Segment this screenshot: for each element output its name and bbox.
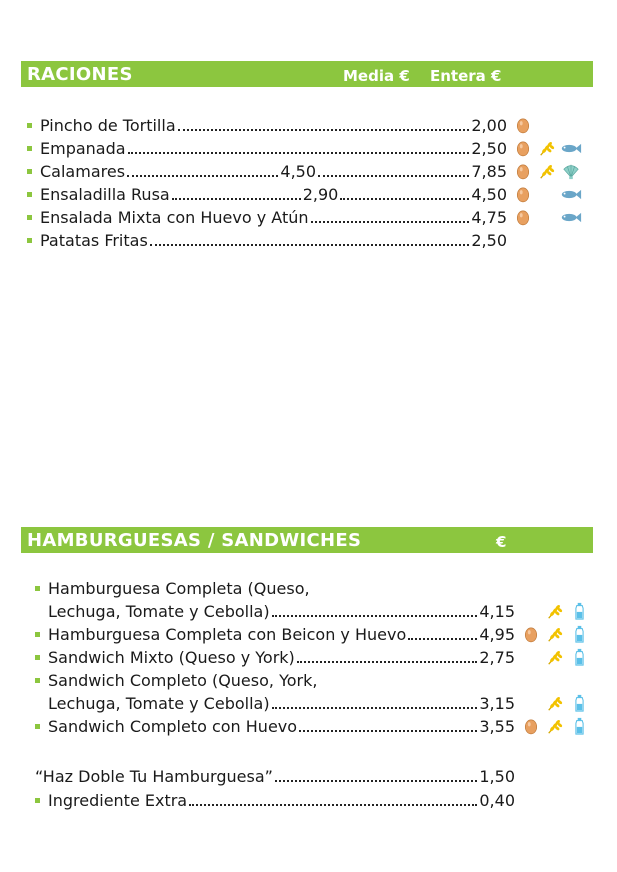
item-name-cont: Lechuga, Tomate y Cebolla) (48, 601, 270, 621)
egg-icon (511, 207, 535, 227)
milk-icon (567, 693, 591, 713)
egg-icon (519, 716, 543, 736)
milk-icon (567, 624, 591, 644)
item-price: 0,40 (479, 790, 515, 810)
leader-dots (189, 804, 477, 806)
item-name: Ensaladilla Rusa (40, 184, 170, 204)
entera-price: 2,50 (471, 138, 507, 158)
item-name-cont: Lechuga, Tomate y Cebolla) (48, 693, 270, 713)
item-name: Calamares (40, 161, 126, 181)
item-name: Ensalada Mixta con Huevo y Atún (40, 207, 309, 227)
item-name: Hamburguesa Completa con Beicon y Huevo (48, 624, 407, 644)
item-name: Empanada (40, 138, 126, 158)
item-price: 2,75 (479, 647, 515, 667)
menu-item (27, 206, 507, 228)
media-price: 4,50 (280, 161, 317, 181)
item-price: 4,95 (479, 624, 515, 644)
bullet (27, 123, 32, 128)
leader-dots (172, 198, 301, 200)
media-price: 2,90 (302, 184, 339, 204)
menu-item (48, 600, 515, 622)
entera-price: 7,85 (471, 161, 507, 181)
leader-dots (340, 198, 469, 200)
allergen-icons (519, 624, 591, 644)
leader-dots (299, 730, 477, 732)
allergen-icons (511, 207, 583, 227)
gluten-icon (543, 693, 567, 713)
milk-icon (567, 601, 591, 621)
menu-item (35, 623, 515, 645)
shellfish-icon (559, 161, 583, 181)
menu-item (27, 114, 507, 136)
bullet (27, 169, 32, 174)
allergen-icons (511, 161, 583, 181)
egg-icon (511, 138, 535, 158)
leader-dots (297, 661, 478, 663)
leader-dots (127, 175, 278, 177)
hamburguesas-header (21, 527, 593, 553)
leader-dots (150, 244, 470, 246)
extra-item (35, 789, 515, 811)
menu-item (35, 715, 515, 737)
gluten-icon (535, 138, 559, 158)
bullet (27, 146, 32, 151)
menu-item (27, 160, 507, 182)
bullet (35, 798, 40, 803)
leader-dots (272, 707, 478, 709)
fish-icon (559, 138, 583, 158)
egg-icon (519, 624, 543, 644)
egg-icon (511, 115, 535, 135)
bullet (27, 192, 32, 197)
allergen-icons (519, 693, 591, 713)
fish-icon (559, 184, 583, 204)
menu-item (35, 646, 515, 668)
hamburguesas-title: HAMBURGUESAS / SANDWICHES (27, 530, 362, 551)
bullet (35, 724, 40, 729)
leader-dots (128, 152, 470, 154)
allergen-icons (511, 115, 583, 135)
item-name: “Haz Doble Tu Hamburguesa” (35, 766, 273, 786)
fish-icon (559, 207, 583, 227)
item-name: Sandwich Completo con Huevo (48, 716, 298, 736)
leader-dots (311, 221, 470, 223)
item-name: Patatas Fritas (40, 230, 148, 250)
bullet (35, 655, 40, 660)
menu-item (27, 183, 507, 205)
entera-column-header: Entera € (430, 67, 502, 85)
gluten-icon (543, 647, 567, 667)
extra-item (35, 765, 515, 787)
item-price: 4,15 (479, 601, 515, 621)
milk-icon (567, 647, 591, 667)
allergen-icons (519, 647, 591, 667)
bullet (35, 586, 40, 591)
allergen-icons (511, 138, 583, 158)
item-name: Hamburguesa Completa (Queso, (48, 578, 310, 598)
menu-item-line1 (35, 577, 310, 599)
leader-dots (178, 129, 470, 131)
raciones-title: RACIONES (27, 64, 133, 85)
item-name: Sandwich Completo (Queso, York, (48, 670, 318, 690)
bullet (35, 632, 40, 637)
item-price: 1,50 (479, 766, 515, 786)
gluten-icon (543, 624, 567, 644)
egg-icon (511, 161, 535, 181)
bullet (35, 678, 40, 683)
media-column-header: Media € (343, 67, 410, 85)
leader-dots (272, 615, 478, 617)
entera-price: 4,75 (471, 207, 507, 227)
item-name: Sandwich Mixto (Queso y York) (48, 647, 295, 667)
item-price: 3,55 (479, 716, 515, 736)
menu-item-line1 (35, 669, 317, 691)
menu-item (27, 137, 507, 159)
gluten-icon (543, 716, 567, 736)
bullet (27, 238, 32, 243)
menu-item (27, 229, 507, 251)
allergen-icons (519, 601, 591, 621)
leader-dots (318, 175, 469, 177)
allergen-icons (519, 716, 591, 736)
bullet (27, 215, 32, 220)
milk-icon (567, 716, 591, 736)
menu-item (48, 692, 515, 714)
entera-price: 2,50 (471, 230, 507, 250)
item-name: Ingrediente Extra (48, 790, 188, 810)
egg-icon (511, 184, 535, 204)
item-name: Pincho de Tortilla (40, 115, 176, 135)
entera-price: 2,00 (471, 115, 507, 135)
gluten-icon (543, 601, 567, 621)
leader-dots (408, 638, 477, 640)
allergen-icons (511, 184, 583, 204)
raciones-header (21, 61, 593, 87)
price-column-header: € (496, 533, 507, 551)
leader-dots (275, 780, 477, 782)
gluten-icon (535, 161, 559, 181)
entera-price: 4,50 (471, 184, 508, 204)
item-price: 3,15 (479, 693, 515, 713)
